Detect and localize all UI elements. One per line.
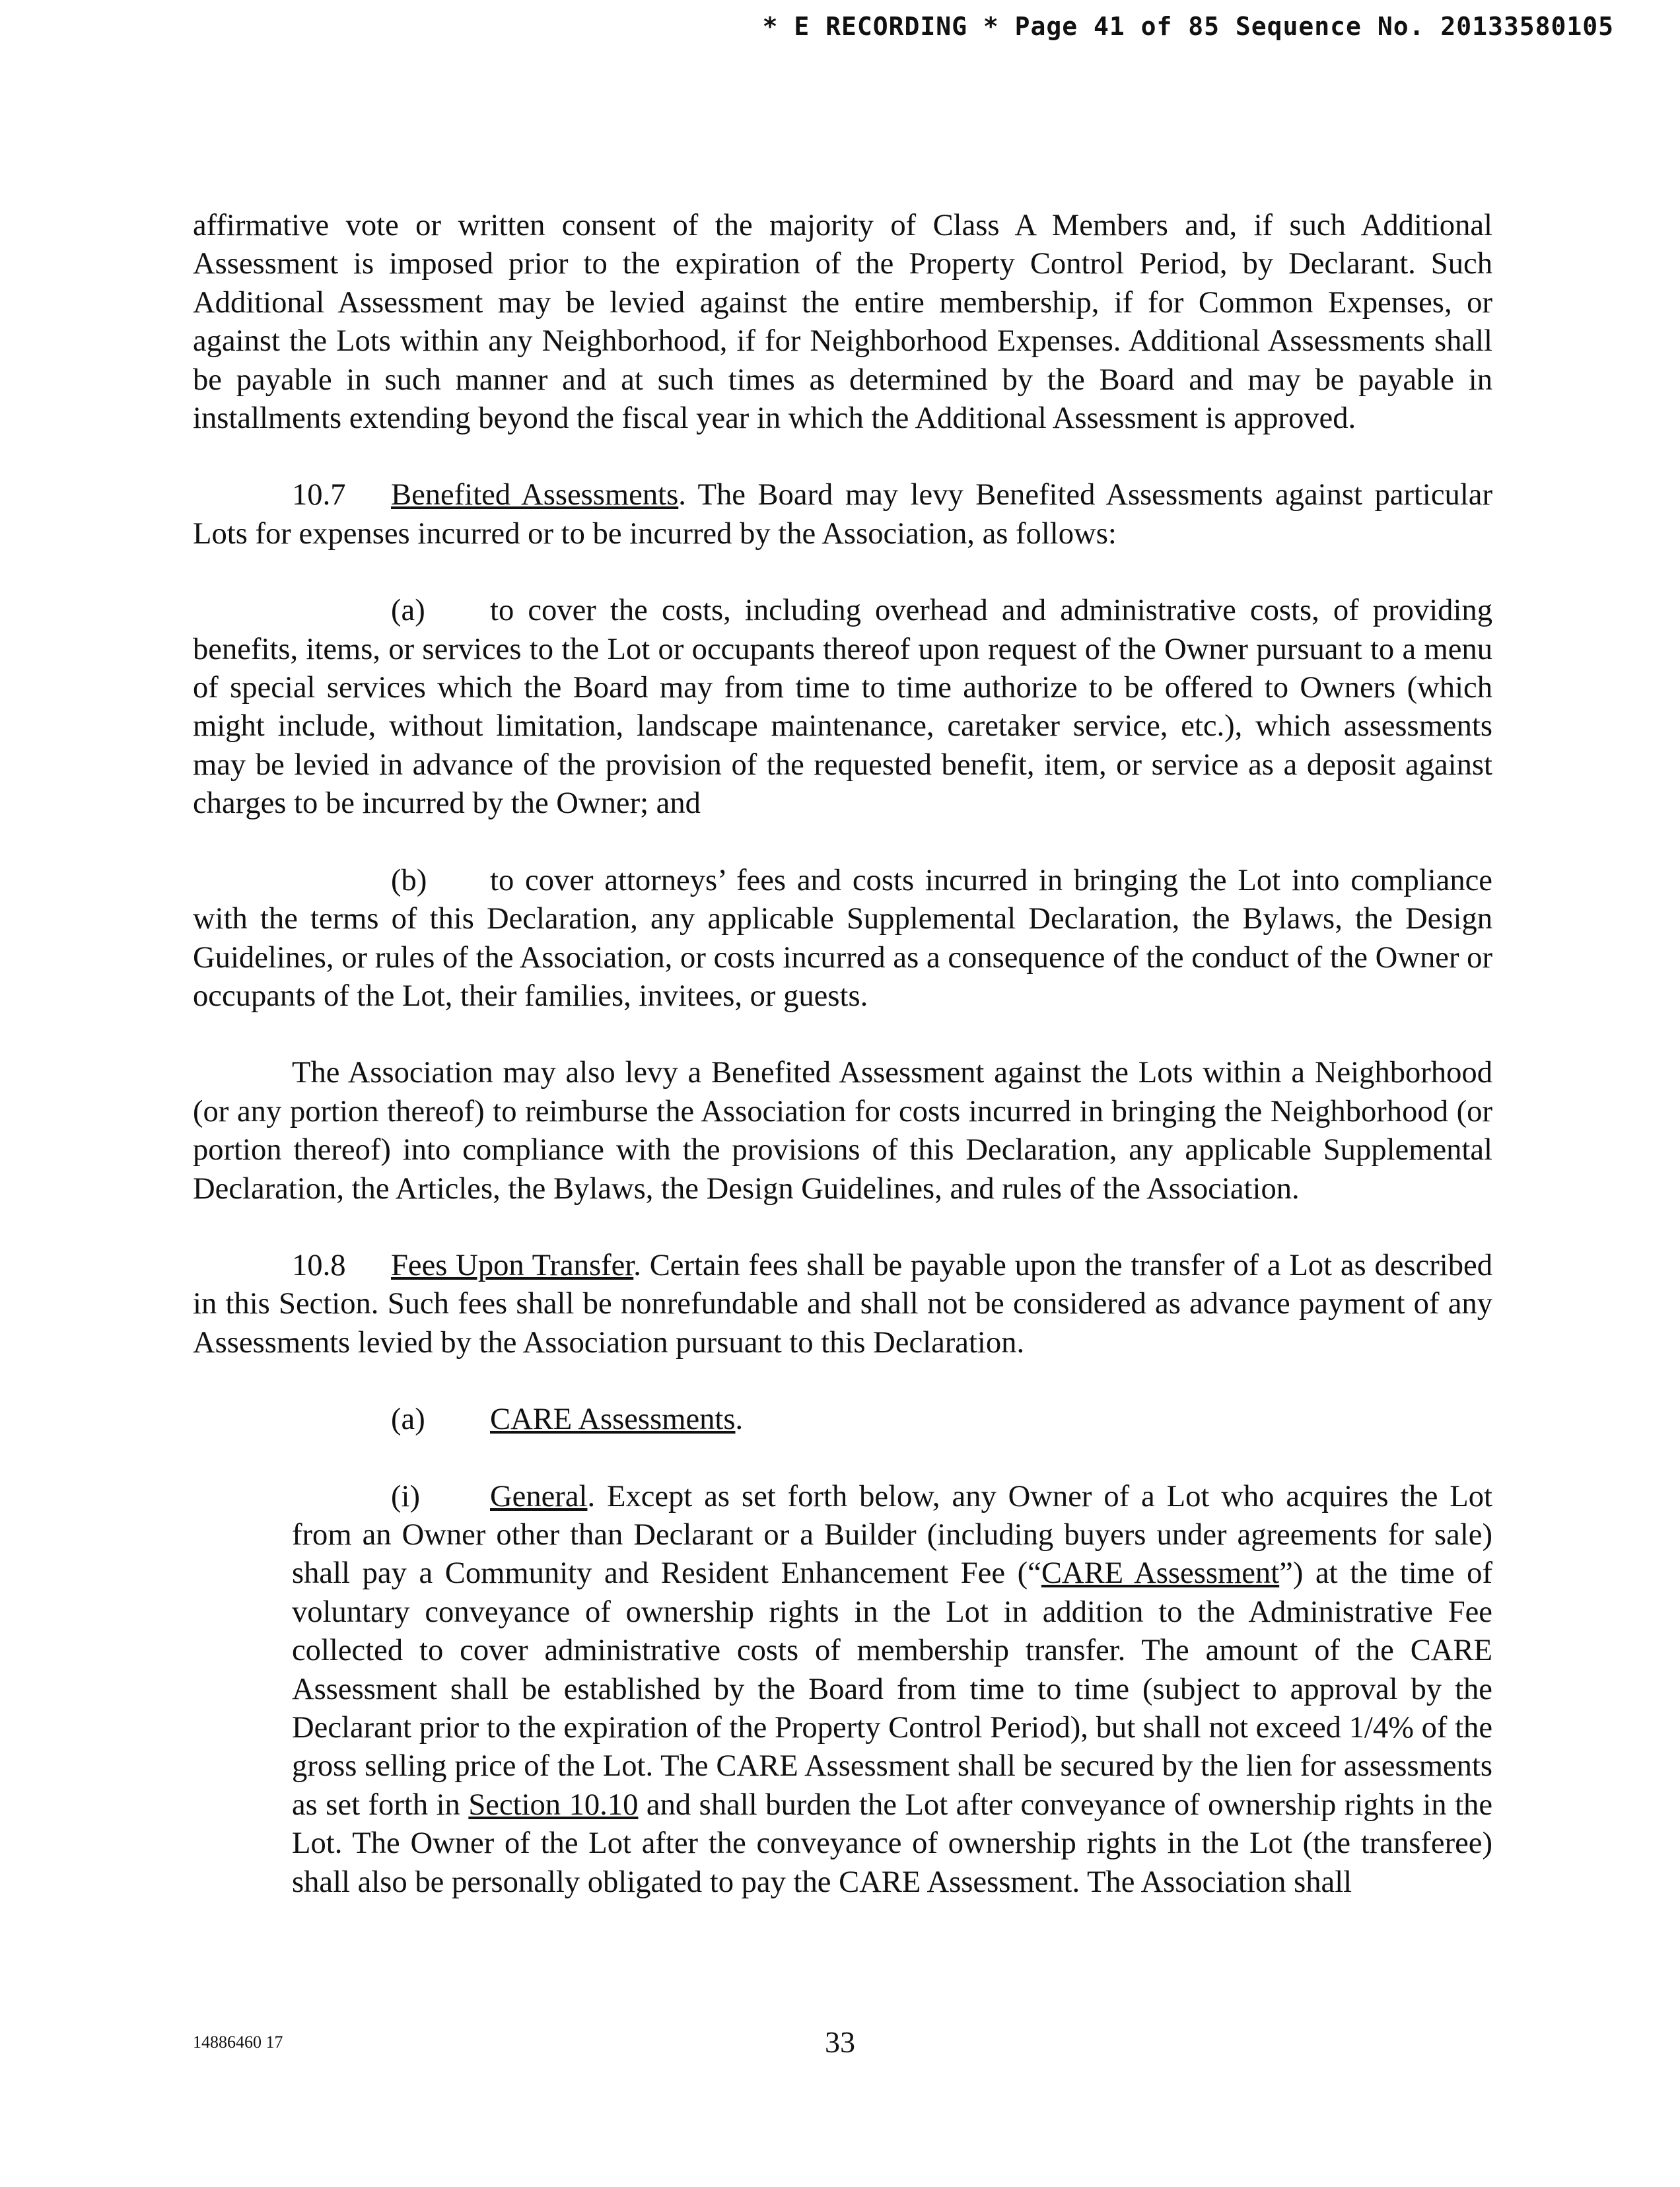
- section-10-7: [193, 475, 1492, 553]
- item-text: to cover attorneys’ fees and costs incurred in bringing the Lot into compliance with the terms of this Declaration, any applicable Supplemental Declaration, the Bylaws, the Design Guidelines, or rules of the Association, or costs incurred as a consequence of the conduct of the Owner or occupants of the Lot, their families, invitees, or guests.: [193, 862, 1492, 1013]
- footer-document-id: 14886460 17: [193, 2032, 283, 2052]
- section-title: Fees Upon Transfer: [391, 1247, 634, 1282]
- subsection-period: .: [735, 1402, 744, 1437]
- paragraph-association: The Association may also levy a Benefited Assessment against the Lots within a Neighborhood (or any portion thereof) to reimburse the Association for costs incurred in bringing the Neighborhood (or portion thereof) into compliance with the provisions of this Declaration, any applicable Supplemental Declaration, the Articles, the Bylaws, the Design Guidelines, and rules of the Association.: [193, 1055, 1492, 1206]
- item-label: (b): [391, 862, 427, 897]
- section-text: . Certain fees shall be payable upon the transfer of a Lot as described in this Section. Such fees shall be nonrefundable and shall not be considered as advance payment of any Assessments levied by the Association pursuant to this Declaration.: [193, 1247, 1493, 1360]
- section-number: 10.7: [292, 477, 346, 512]
- subsection-title: General: [490, 1478, 588, 1513]
- subsection-label: (i): [391, 1478, 420, 1513]
- list-item-a: [193, 591, 1492, 822]
- subsection-text-2: ”) at the time of voluntary conveyance of ownership rights in the Lot in addition to the Administrative Fee collected to cover administrative costs of membership transfer. The amount of the CARE Assessment shall be established by the Board from time to time (subject to approval by the Declarant prior to the expiration of the Property Control Period), but shall not exceed 1/4% of the gross selling price of the Lot. The CARE Assessment shall be secured by the lien for assessments as set forth in: [292, 1556, 1492, 1822]
- subsection-label: (a): [391, 1402, 425, 1437]
- care-assessment-term: CARE Assessment: [1041, 1556, 1280, 1591]
- subsection-a-heading: [193, 1400, 1492, 1438]
- subsection-text-3: and shall burden the Lot after conveyance of ownership rights in the Lot. The Owner of the Lot after the conveyance of ownership rights in the Lot (the transferee) shall also be personally obligated to pay the CARE Assessment. The Association shall: [292, 1787, 1493, 1899]
- paragraph-continuation: affirmative vote or written consent of the majority of Class A Members and, if such Additional Assessment is imposed prior to the expiration of the Property Control Period, by Declarant. Such Additional Assessment may be levied against the entire membership, if for Common Expenses, or against the Lots within any Neighborhood, if for Neighborhood Expenses. Additional Assessments shall be payable in such manner and at such times as determined by the Board and may be payable in installments extending beyond the fiscal year in which the Additional Assessment is approved.: [193, 208, 1492, 436]
- list-item-b: [193, 861, 1492, 1016]
- section-title: Benefited Assessments: [391, 477, 679, 512]
- subsection-i-general: [292, 1477, 1492, 1901]
- section-number: 10.8: [292, 1247, 346, 1282]
- subsection-text-1: . Except as set forth below, any Owner of a Lot who acquires the Lot from an Owner other than Declarant or a Builder (including buyers under agreements for sale) shall pay a Community and Resident Enhancement Fee (“: [292, 1478, 1492, 1591]
- section-text: . The Board may levy Benefited Assessments against particular Lots for expenses incurred or to be incurred by the Association, as follows:: [193, 477, 1492, 551]
- recording-stamp: * E RECORDING * Page 41 of 85 Sequence No. 20133580105: [762, 12, 1614, 41]
- subsection-title: CARE Assessments: [490, 1402, 736, 1437]
- footer-page-number: 33: [825, 2025, 855, 2059]
- section-10-8: [193, 1246, 1492, 1362]
- section-reference-link: Section 10.10: [468, 1787, 639, 1822]
- item-text: to cover the costs, including overhead and administrative costs, of providing benefits, items, or services to the Lot or occupants thereof upon request of the Owner pursuant to a menu of special services which the Board may from time to time authorize to be offered to Owners (which might include, without limitation, landscape maintenance, caretaker service, etc.), which assessments may be levied in advance of the provision of the requested benefit, item, or service as a deposit against charges to be incurred by the Owner; and: [193, 593, 1492, 821]
- document-body: [193, 206, 1492, 1901]
- item-label: (a): [391, 593, 425, 628]
